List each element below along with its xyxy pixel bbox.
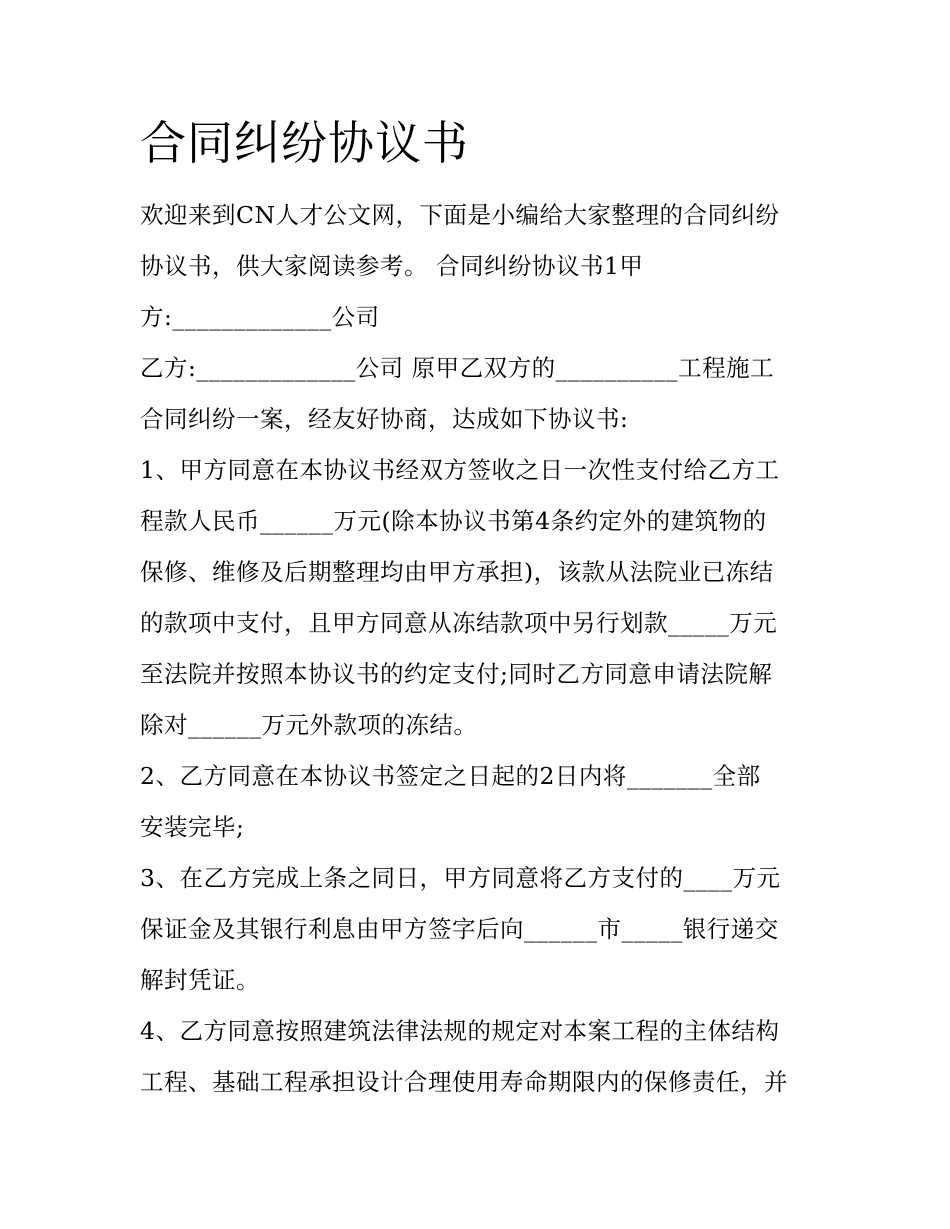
body-line: 保修、维修及后期整理均由甲方承担)，该款从法院业已冻结 <box>140 558 774 586</box>
document-body <box>140 190 820 1108</box>
document-page <box>140 108 820 1108</box>
body-line: 协议书，供大家阅读参考。 合同纠纷协议书1甲 <box>140 252 644 280</box>
body-line: 解封凭证。 <box>140 966 260 994</box>
body-line: 合同纠纷一案，经友好协商，达成如下协议书: <box>140 405 629 433</box>
body-line: 2、乙方同意在本协议书签定之日起的2日内将_______全部 <box>140 762 761 790</box>
body-line: 欢迎来到CN人才公文网，下面是小编给大家整理的合同纠纷 <box>140 201 780 229</box>
body-line: 乙方:_____________公司 原甲乙双方的__________工程施工 <box>140 354 775 382</box>
body-line: 1、甲方同意在本协议书经双方签收之日一次性支付给乙方工 <box>140 456 780 484</box>
body-line: 3、在乙方完成上条之同日，甲方同意将乙方支付的____万元 <box>140 864 781 892</box>
body-line: 保证金及其银行利息由甲方签字后向______市_____银行递交 <box>140 915 779 943</box>
body-line: 至法院并按照本协议书的约定支付;同时乙方同意申请法院解 <box>140 660 773 688</box>
body-line: 程款人民币______万元(除本协议书第4条约定外的建筑物的 <box>140 507 767 535</box>
body-line: 除对______万元外款项的冻结。 <box>140 711 478 739</box>
body-line: 4、乙方同意按照建筑法律法规的规定对本案工程的主体结构 <box>140 1017 780 1045</box>
body-line: 的款项中支付，且甲方同意从冻结款项中另行划款_____万元 <box>140 609 778 637</box>
body-line: 安装完毕; <box>140 813 245 841</box>
body-line: 工程、基础工程承担设计合理使用寿命期限内的保修责任，并 <box>140 1068 788 1096</box>
body-line: 方:_____________公司 <box>140 303 380 331</box>
document-title: 合同纠纷协议书 <box>140 116 469 170</box>
